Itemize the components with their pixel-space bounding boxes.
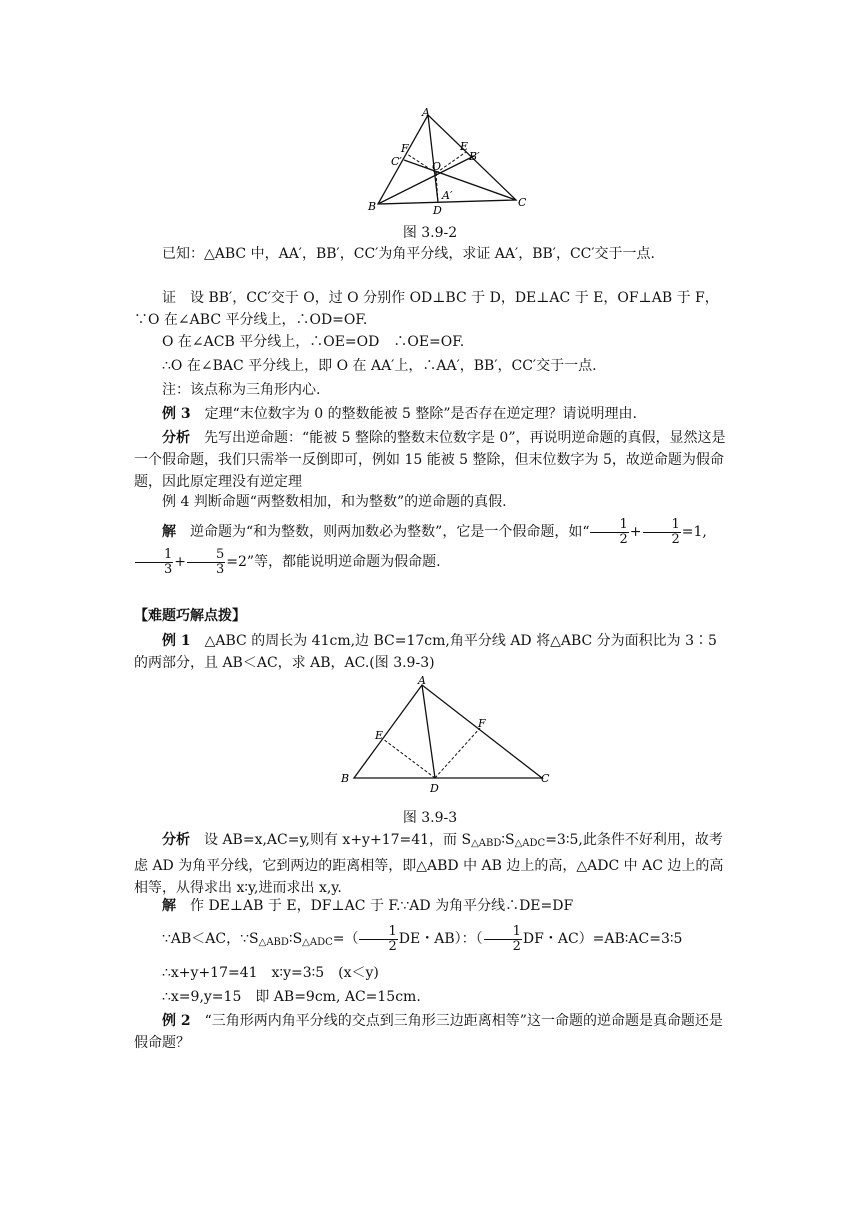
label-o: O <box>432 160 442 173</box>
proof-line-2: O 在∠ACB 平分线上，∴OE=OD ∴OE=OF. <box>162 334 465 350</box>
label-e-2: E <box>375 729 384 742</box>
hard-example-1 <box>134 630 734 674</box>
figure-3-9-2 <box>366 106 526 216</box>
example-3-text: 定理“末位数字为 0 的整数能被 5 整除”是否存在逆定理？请说明理由. <box>204 406 638 422</box>
label-b: B <box>368 200 377 213</box>
solution-pre: 逆命题为“和为整数，则两加数必为整数”，它是一个假命题，如“ <box>190 524 590 540</box>
label-b-2: B <box>341 772 350 785</box>
fraction-half-d: $\frac{1}{2}$ <box>484 925 522 954</box>
proof-text: 设 BB′，CC′交于 O，过 O 分别作 OD⊥BC 于 D，DE⊥AC 于 E，OF⊥AB 于 F，∵O 在∠ABC 平分线上，∴OD=OF. <box>134 290 719 328</box>
example-4: 例 4 判断命题“两整数相加，和为整数”的逆命题的真假. <box>162 494 507 510</box>
hard-example-2 <box>134 1010 734 1054</box>
proof-label: 证 <box>162 290 176 306</box>
label-e: E <box>460 140 469 153</box>
label-c1: C′ <box>391 155 402 168</box>
figure-3-9-3-caption: 图 3.9-3 <box>402 810 458 826</box>
fraction-half-a: $\frac{1}{2}$ <box>590 518 628 547</box>
bisector-cc1 <box>404 160 516 200</box>
solution-line-2: ∵AB＜AC，$\because S_{\triangle ABD}∶S_{\triangle ADC}=$（ $\frac{1}{2}$ DE・AB）：（ $\frac{1}{2}$ DF・AC）=AB∶AC=3∶5 <box>162 923 683 954</box>
hard-example-2-text: “三角形两内角平分线的交点到三角形三边距离相等”这一命题的逆命题是真命题还是假命题？ <box>134 1013 723 1051</box>
hard-example-1-text: △ABC 的周长为 41cm,边 BC=17cm,角平分线 AD 将△ABC 分为面积比为 3∶5 的两部分，且 AB＜AC，求 AB，AC.(图 3.9-3) <box>134 633 717 671</box>
proof-note: 注：该点称为三角形内心. <box>162 382 321 398</box>
label-c: C <box>518 196 526 209</box>
label-f: F <box>401 142 409 155</box>
fraction-five-thirds: $\frac{5}{3}$ <box>187 548 225 577</box>
fraction-third: $\frac{1}{3}$ <box>135 548 173 577</box>
proof-paragraph <box>134 287 734 331</box>
figure-3-9-2-caption: 图 3.9-2 <box>402 225 458 241</box>
label-a1: A′ <box>442 189 453 202</box>
fraction-half-b: $\frac{1}{2}$ <box>643 518 681 547</box>
example-3-label: 例 3 <box>162 406 191 422</box>
equals-two: =2” <box>226 554 255 570</box>
label-d: D <box>433 204 442 216</box>
perp-df <box>435 728 480 778</box>
label-a-2: A <box>418 674 426 687</box>
label-c-2: C <box>541 772 550 785</box>
example-4-solution: 解 逆命题为“和为整数，则两加数必为整数”，它是一个假命题，如“ $\frac{1}{2}$ + $\frac{1}{2}$ =1, $\frac{1}{3}$ + $\frac{5}{3}$ =2”等，都能说明逆命题为假命题. <box>134 517 734 577</box>
solution-line-3: ∴x+y+17=41 x∶y=3∶5 (x＜y) <box>162 965 379 981</box>
fraction-half-c: $\frac{1}{2}$ <box>359 925 397 954</box>
solution-label: 解 <box>162 524 176 540</box>
label-b1: B′ <box>469 150 480 163</box>
analysis-label: 分析 <box>162 430 190 446</box>
figure-3-9-3 <box>336 673 556 795</box>
perp-de <box>383 739 435 778</box>
bisector-ad <box>422 685 435 778</box>
given-paragraph <box>134 243 734 265</box>
bisector-aa1 <box>428 115 438 202</box>
example-3 <box>134 403 734 425</box>
label-d-2: D <box>430 782 439 795</box>
example-3-analysis <box>134 427 734 493</box>
analysis-text: 先写出逆命题：“能被 5 整除的整数末位数字是 0”，再说明逆命题的真假，显然这是一个假命题，我们只需举一反倒即可，例如 15 能被 5 整除，但末位数字为 5，故逆命题为假命题，因此原定理没有逆定理 <box>134 430 726 490</box>
section-heading: 【难题巧解点拨】 <box>134 608 246 624</box>
solution-post: 等，都能说明逆命题为假命题. <box>254 554 441 570</box>
solution-label-2: 解 <box>162 898 176 914</box>
hard-example-1-solution: 解 作 DE⊥AB 于 E，DF⊥AC 于 F.∵AD 为角平分线∴DE=DF <box>162 898 574 914</box>
hard-example-1-analysis: 分析 设 AB=x,AC=y,则有 x+y+17=41，而 $S_{\triangle ABD}∶S_{\triangle ADC}=3∶5$,此条件不好利用，故考虑 AD 为角平分线，它到两边的距离相等，即△ABD 中 AB 边上的高，△ADC 中 AC 边上的高相等，从得求出 x∶y,进而求出 x,y. <box>134 832 724 896</box>
analysis-label-2: 分析 <box>162 832 190 848</box>
label-f-2: F <box>478 717 486 730</box>
label-a: A <box>422 106 430 119</box>
proof-line-3: ∴O 在∠BAC 平分线上，即 O 在 AA′上，∴AA′，BB′，CC′交于一点. <box>162 358 597 374</box>
solution-line-4: ∴x=9,y=15 即 AB=9cm, AC=15cm. <box>162 989 421 1005</box>
equals-one: =1, <box>681 524 707 540</box>
hard-example-2-label: 例 2 <box>162 1013 191 1029</box>
given-text: 已知：△ABC 中，AA′，BB′，CC′为角平分线，求证 AA′，BB′，CC′交于一点. <box>162 246 655 262</box>
hard-example-1-label: 例 1 <box>162 633 191 649</box>
